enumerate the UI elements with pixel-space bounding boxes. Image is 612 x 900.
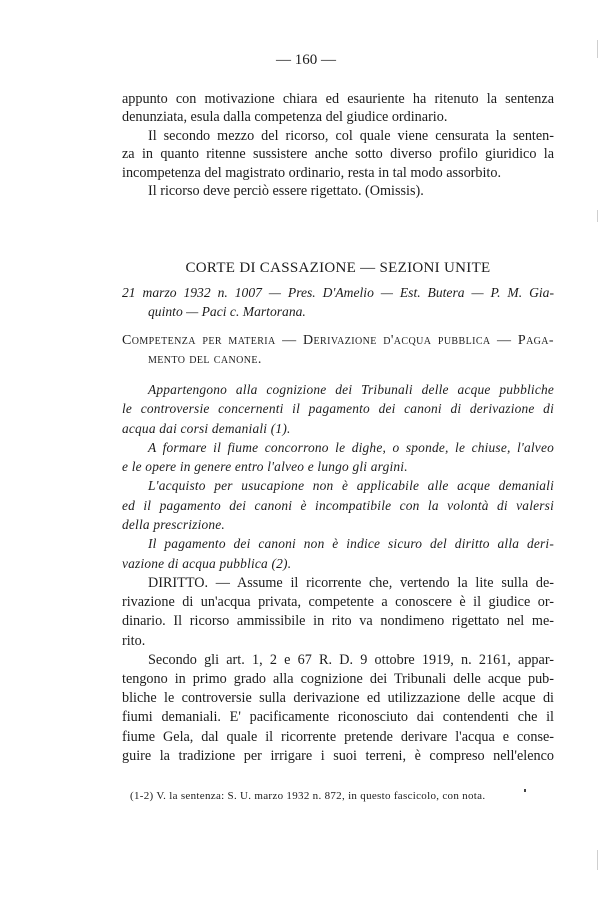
text-line: Il secondo mezzo del ricorso, col quale viene censurata la senten- bbox=[148, 127, 554, 144]
case-caption bbox=[122, 283, 554, 321]
caption-line: quinto — Paci c. Martorana. bbox=[148, 304, 306, 319]
massima-line: Appartengono alla cognizione dei Tribunali delle acque pubbliche bbox=[148, 382, 554, 397]
text-line: Il ricorso deve perciò essere rigettato. (Omissis). bbox=[148, 183, 424, 200]
diritto-line: guire la tradizione per irrigare i suoi terreni, è compreso nell'elenco bbox=[122, 747, 554, 764]
massima-line: Il pagamento dei canoni non è indice sicuro del diritto alla deri- bbox=[148, 536, 554, 552]
diritto-line: rito. bbox=[122, 632, 146, 649]
footnote-separator bbox=[122, 777, 554, 778]
caption-line: 21 marzo 1932 n. 1007 — Pres. D'Amelio — Est. Butera — P. M. Gia- bbox=[122, 285, 554, 300]
scan-edge-mark bbox=[597, 210, 598, 222]
diritto-line: rivazione di un'acqua privata, competente a conoscere è il giudice or- bbox=[122, 594, 554, 611]
court-heading: CORTE DI CASSAZIONE — SEZIONI UNITE bbox=[185, 260, 491, 276]
text-line: za in quanto ritenne sussistere anche sotto diverso profilo giuridico la bbox=[122, 146, 554, 163]
text-line: appunto con motivazione chiara ed esauriente ha ritenuto la sentenza bbox=[122, 91, 554, 107]
massima-line: le controversie concernenti il pagamento dei canoni di derivazione di bbox=[122, 401, 554, 417]
subject-heading bbox=[122, 331, 554, 369]
diritto-line: dinario. Il ricorso ammissibile in rito va nondimeno rigettato nel me- bbox=[122, 613, 554, 630]
diritto-line: fiumi demaniali. E' pacificamente riconosciuto dai contendenti che il bbox=[122, 709, 554, 726]
page-number: — 160 — bbox=[276, 52, 336, 68]
footnote: (1-2) V. la sentenza: S. U. marzo 1932 n. 872, in questo fascicolo, con nota. bbox=[130, 790, 486, 802]
scan-edge-mark bbox=[597, 850, 598, 870]
massima-line: vazione di acqua pubblica (2). bbox=[122, 555, 292, 571]
diritto-line: bliche le controversie sulla derivazione ed utilizzazione delle acque di bbox=[122, 690, 554, 707]
diritto-line: fiume Gela, dal quale il ricorrente pretende derivare l'acqua e conse- bbox=[122, 728, 554, 745]
continuation-text bbox=[122, 90, 554, 200]
massima-line: della prescrizione. bbox=[122, 517, 225, 533]
diritto-line: tengono in primo grado alla cognizione dei Tribunali delle acque pub- bbox=[122, 671, 554, 688]
massima-line: L'acquisto per usucapione non è applicabile alle acque demaniali bbox=[148, 478, 554, 494]
scan-speck bbox=[524, 789, 526, 792]
diritto-line: DIRITTO. — Assume il ricorrente che, vertendo la lite sulla de- bbox=[148, 575, 554, 591]
massima-line: ed il pagamento dei canoni è incompatibile con la volontà di valersi bbox=[122, 497, 554, 513]
subject-line: Competenza per materia — Derivazione d'acqua pubblica — Paga- bbox=[122, 333, 554, 348]
massime bbox=[122, 380, 554, 573]
scan-edge-mark bbox=[597, 40, 598, 58]
massima-line: A formare il fiume concorrono le dighe, o sponde, le chiuse, l'alveo bbox=[148, 439, 554, 455]
subject-line: mento del canone. bbox=[148, 352, 262, 367]
massima-line: e le opere in genere entro l'alveo e lungo gli argini. bbox=[122, 459, 408, 475]
text-line: denunziata, esula dalla competenza del giudice ordinario. bbox=[122, 109, 448, 126]
diritto-line: Secondo gli art. 1, 2 e 67 R. D. 9 ottobre 1919, n. 2161, appar- bbox=[148, 651, 554, 668]
text-line: incompetenza del magistrato ordinario, resta in tal modo assorbito. bbox=[122, 164, 502, 181]
massima-line: acqua dai corsi demaniali (1). bbox=[122, 420, 291, 436]
diritto-section bbox=[122, 574, 554, 766]
